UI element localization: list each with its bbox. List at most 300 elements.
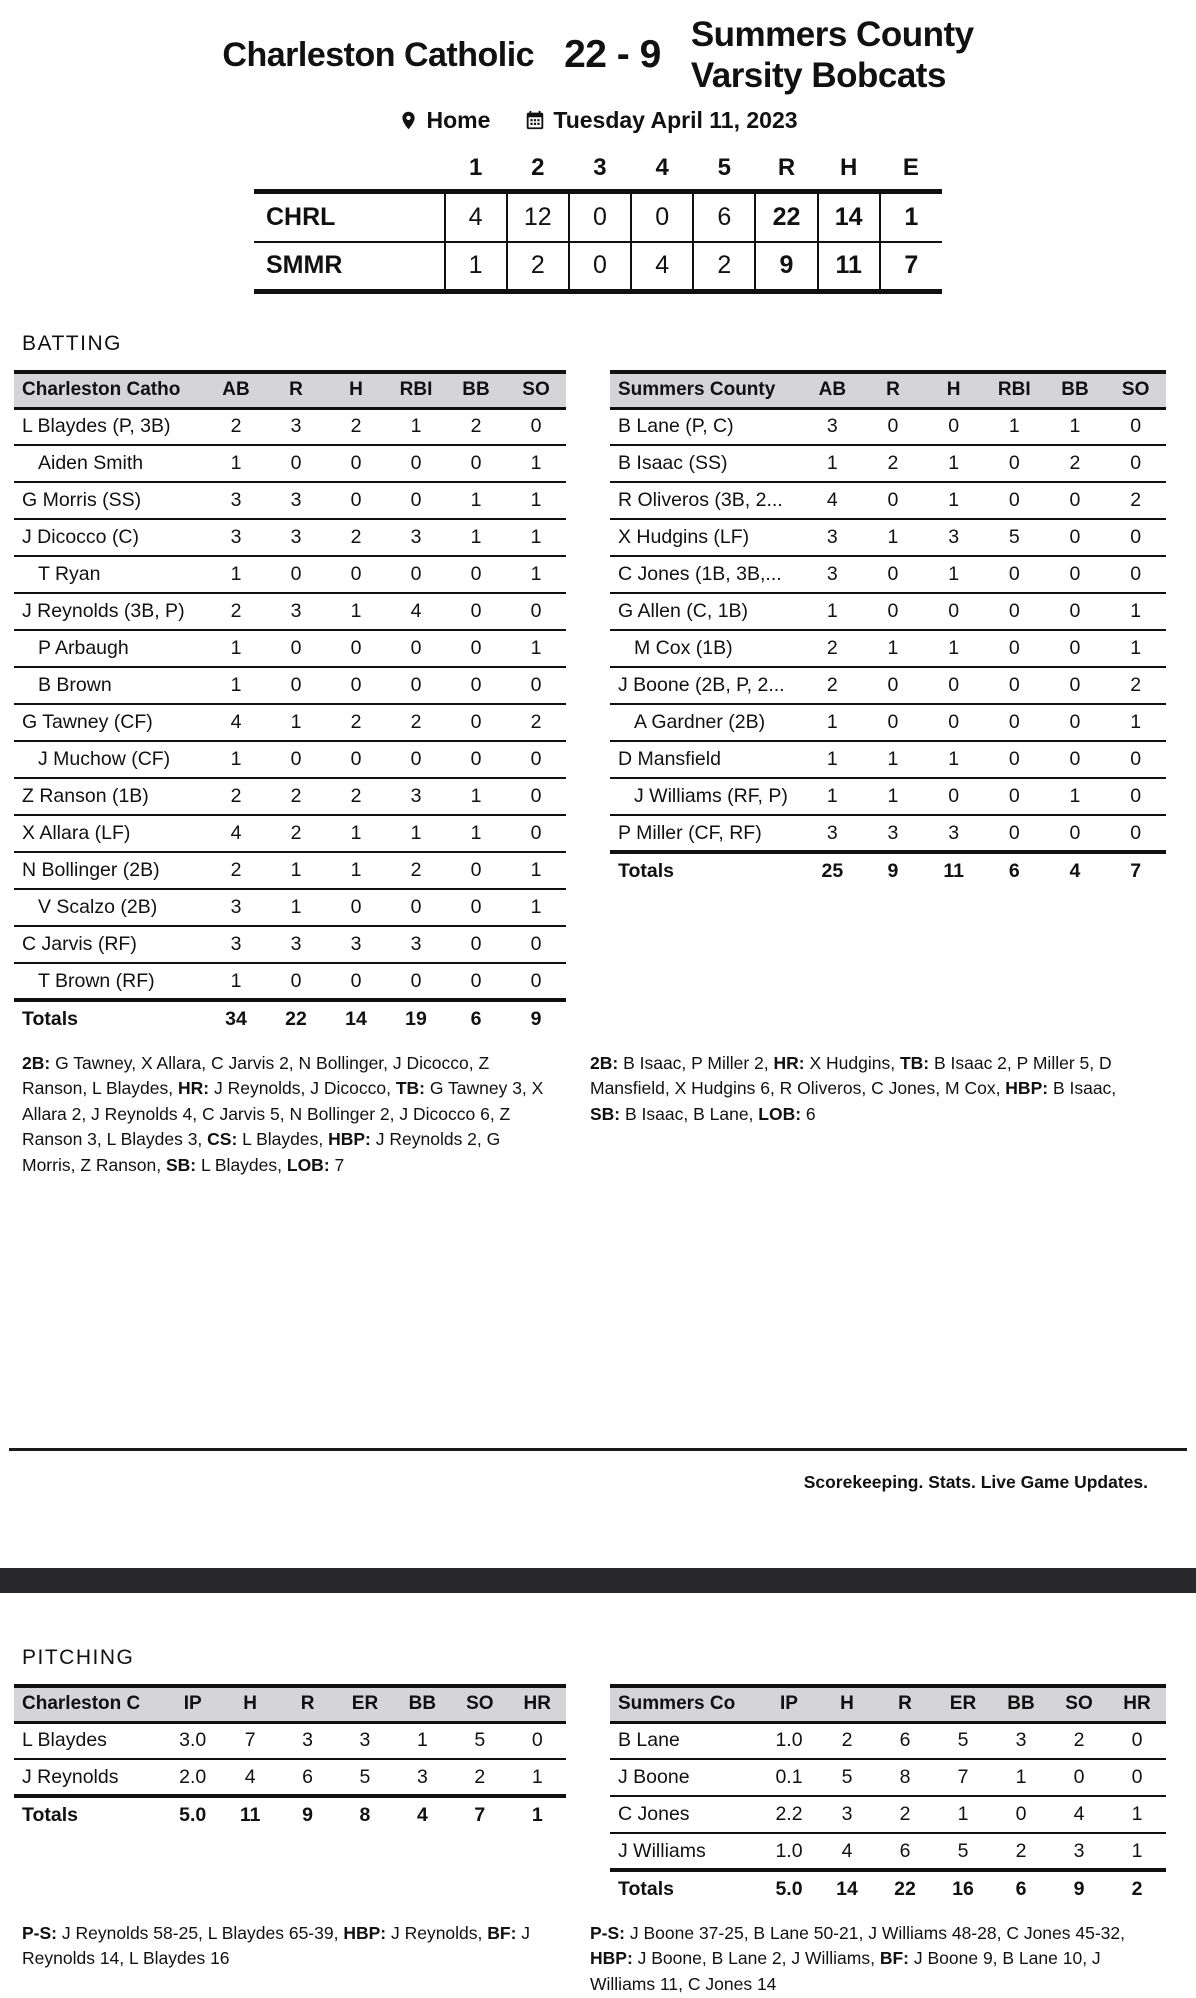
stat-value: 2: [992, 1833, 1050, 1870]
table-row: [610, 1722, 1166, 1759]
stat-value: 1: [984, 408, 1045, 445]
stat-value: 0: [1045, 593, 1106, 630]
stat-value: 0: [386, 482, 446, 519]
stat-value: 3: [394, 1759, 451, 1796]
row-name: B Lane: [610, 1722, 760, 1759]
stat-value: 1: [206, 963, 266, 1000]
stat-value: 0: [984, 667, 1045, 704]
stat-value: 3: [266, 519, 326, 556]
stat-value: 3: [802, 556, 863, 593]
row-name: J Reynolds: [14, 1759, 164, 1796]
stat-note-label: SB:: [590, 1103, 621, 1124]
stat-value: 1: [206, 445, 266, 482]
stat-note-label: P-S:: [590, 1923, 625, 1943]
table-row: [14, 926, 566, 963]
row-name: X Hudgins (LF): [610, 519, 802, 556]
table-row: [610, 593, 1166, 630]
row-name: CHRL: [254, 192, 445, 242]
stat-value: 0: [386, 630, 446, 667]
stat-value: 1: [506, 630, 566, 667]
stat-value: 0: [863, 704, 924, 741]
totals-row: [14, 1000, 566, 1037]
stat-value: 0: [984, 445, 1045, 482]
stat-value: 0: [984, 556, 1045, 593]
table-row: [610, 519, 1166, 556]
away-team-name: Charleston Catholic: [222, 35, 535, 74]
row-name: J Dicocco (C): [14, 519, 206, 556]
location-group: [398, 107, 490, 134]
line-score-table: [254, 148, 942, 295]
stat-value: 11: [923, 852, 984, 889]
stat-value: 4: [386, 593, 446, 630]
stat-value: 6: [279, 1759, 336, 1796]
stat-value: 6: [446, 1000, 506, 1037]
stat-value: 5: [818, 1759, 876, 1796]
stat-value: 0: [923, 667, 984, 704]
stat-value: 2: [876, 1796, 934, 1833]
stat-value: 0: [266, 741, 326, 778]
totals-row: [610, 852, 1166, 889]
stat-value: 1: [506, 852, 566, 889]
location-label: Home: [426, 106, 491, 133]
stat-value: 1: [386, 408, 446, 445]
final-score: 22 - 9: [564, 33, 661, 77]
stat-value: 0: [506, 926, 566, 963]
stat-value: 3: [266, 482, 326, 519]
stat-value: 0.1: [760, 1759, 818, 1796]
away-pitching-totals: [14, 1796, 566, 1833]
stat-value: 0: [506, 741, 566, 778]
column-header: RBI: [984, 372, 1045, 408]
stat-value: 1: [206, 667, 266, 704]
stat-value: 0: [631, 192, 693, 242]
row-name: X Allara (LF): [14, 815, 206, 852]
stat-value: 1: [506, 556, 566, 593]
stat-value: 0: [1108, 1722, 1166, 1759]
row-name: C Jones: [610, 1796, 760, 1833]
stat-value: 0: [984, 593, 1045, 630]
stat-value: 4: [818, 1833, 876, 1870]
stat-value: 3: [802, 408, 863, 445]
stat-value: 0: [984, 482, 1045, 519]
line-score-corner-cell: [254, 148, 445, 192]
home-batting-table: [610, 370, 1166, 889]
stat-value: 1: [1045, 408, 1106, 445]
stat-value: 3: [266, 926, 326, 963]
totals-label: Totals: [610, 852, 802, 889]
stat-value: 0: [506, 778, 566, 815]
stat-value: 9: [279, 1796, 336, 1833]
table-row: [610, 741, 1166, 778]
line-score-header: [254, 148, 942, 192]
column-header: 2: [507, 148, 569, 192]
stat-value: 4: [631, 242, 693, 292]
stat-value: 12: [507, 192, 569, 242]
stat-value: 5.0: [760, 1870, 818, 1907]
stat-value: 1: [446, 815, 506, 852]
column-header: BB: [1045, 372, 1106, 408]
table-row: [14, 667, 566, 704]
column-header: H: [818, 1686, 876, 1722]
stat-value: 2: [326, 408, 386, 445]
stat-value: 4: [1045, 852, 1106, 889]
stat-value: 0: [992, 1796, 1050, 1833]
date-label: Tuesday April 11, 2023: [553, 106, 798, 133]
table-row: [14, 963, 566, 1000]
stat-value: 34: [206, 1000, 266, 1037]
away-batting-team-header: Charleston Catho: [14, 372, 206, 408]
stat-value: 3: [206, 519, 266, 556]
pitching-tables-row: [0, 1684, 1196, 1907]
column-header: R: [266, 372, 326, 408]
pitching-notes-row: [0, 1921, 1196, 1997]
calendar-icon: [524, 109, 546, 131]
row-name: V Scalzo (2B): [14, 889, 206, 926]
stat-value: 1: [923, 556, 984, 593]
table-row: [14, 482, 566, 519]
table-row: [14, 630, 566, 667]
column-header: SO: [451, 1686, 508, 1722]
home-batting-notes: 2B: B Isaac, P Miller 2, HR: X Hudgins, TB: B Isaac 2, P Miller 5, D Mansfield, X Hudgins 6, R Oliveros, C Jones, M Cox, HBP: B Isaac, SB: B Isaac, B Lane, LOB: 6: [590, 1053, 1117, 1124]
column-header: IP: [164, 1686, 221, 1722]
stat-value: 0: [386, 889, 446, 926]
home-pitching-table: [610, 1684, 1166, 1907]
stat-value: 2: [818, 1722, 876, 1759]
stat-value: 0: [923, 704, 984, 741]
stat-value: 1: [206, 556, 266, 593]
table-row: [14, 519, 566, 556]
stat-value: 1: [386, 815, 446, 852]
table-row: [610, 1759, 1166, 1796]
stat-value: 1: [446, 778, 506, 815]
stat-value: 4: [206, 815, 266, 852]
column-header: H: [326, 372, 386, 408]
stat-value: 1: [802, 704, 863, 741]
stat-value: 0: [446, 445, 506, 482]
totals-row: [14, 1796, 566, 1833]
row-name: J Williams: [610, 1833, 760, 1870]
column-header: H: [923, 372, 984, 408]
stat-note-label: TB:: [899, 1053, 930, 1074]
stat-value: 3: [266, 593, 326, 630]
stat-value: 3: [923, 519, 984, 556]
stat-value: 22: [266, 1000, 326, 1037]
stat-value: 0: [509, 1722, 566, 1759]
stat-value: 2: [1050, 1722, 1108, 1759]
table-row: [14, 815, 566, 852]
location-pin-icon: [398, 110, 419, 131]
away-pitching-header-row: [14, 1686, 566, 1722]
row-name: B Isaac (SS): [610, 445, 802, 482]
line-score-section: [0, 148, 1196, 295]
stat-value: 0: [506, 815, 566, 852]
stat-value: 0: [863, 408, 924, 445]
table-row: [14, 593, 566, 630]
home-team-name: [691, 14, 974, 97]
stat-value: 0: [1045, 741, 1106, 778]
row-name: B Brown: [14, 667, 206, 704]
stat-value: 0: [446, 963, 506, 1000]
stat-value: 0: [386, 741, 446, 778]
batting-tables-row: [0, 370, 1196, 1037]
home-team-name-line2: Varsity Bobcats: [690, 56, 946, 96]
stat-value: 1.0: [760, 1833, 818, 1870]
table-row: [14, 408, 566, 445]
stat-value: 1: [802, 741, 863, 778]
home-pitching-notes: P-S: J Boone 37-25, B Lane 50-21, J Williams 48-28, C Jones 45-32, HBP: J Boone, B Lane 2, J Williams, BF: J Boone 9, B Lane 10, J Williams 11, C Jones 14: [590, 1923, 1125, 1994]
stat-value: 22: [755, 192, 817, 242]
home-pitching-header-row: [610, 1686, 1166, 1722]
home-batting-totals: [610, 852, 1166, 889]
stat-value: 0: [1105, 741, 1166, 778]
stat-value: 1: [1108, 1796, 1166, 1833]
stat-value: 1: [506, 519, 566, 556]
stat-value: 6: [876, 1833, 934, 1870]
column-header: AB: [206, 372, 266, 408]
column-header: R: [863, 372, 924, 408]
home-pitching-body: [610, 1722, 1166, 1870]
stat-value: 2: [1045, 445, 1106, 482]
dark-band: [0, 1568, 1196, 1593]
stat-value: 4: [394, 1796, 451, 1833]
column-header: IP: [760, 1686, 818, 1722]
stat-value: 2: [1105, 667, 1166, 704]
stat-value: 9: [1050, 1870, 1108, 1907]
stat-value: 25: [802, 852, 863, 889]
stat-value: 4: [1050, 1796, 1108, 1833]
stat-value: 0: [326, 482, 386, 519]
stat-value: 0: [446, 889, 506, 926]
stat-value: 9: [506, 1000, 566, 1037]
row-name: D Mansfield: [610, 741, 802, 778]
stat-value: 14: [326, 1000, 386, 1037]
stat-note-label: HBP:: [590, 1948, 633, 1969]
stat-value: 0: [1105, 778, 1166, 815]
stat-value: 3: [206, 889, 266, 926]
column-header: BB: [394, 1686, 451, 1722]
stat-note-label: LOB:: [758, 1103, 802, 1124]
stat-value: 0: [326, 556, 386, 593]
stat-note-label: HBP:: [328, 1129, 371, 1150]
table-row: [610, 482, 1166, 519]
stat-value: 19: [386, 1000, 446, 1037]
stat-value: 1: [923, 445, 984, 482]
table-row: [14, 741, 566, 778]
stat-value: 3: [802, 519, 863, 556]
stat-value: 0: [1105, 408, 1166, 445]
stat-value: 5.0: [164, 1796, 221, 1833]
stat-value: 0: [266, 630, 326, 667]
stat-value: 0: [1105, 556, 1166, 593]
away-batting-notes: 2B: G Tawney, X Allara, C Jarvis 2, N Bollinger, J Dicocco, Z Ranson, L Blaydes, HR: J Reynolds, J Dicocco, TB: G Tawney 3, X Allara 2, J Reynolds 4, C Jarvis 5, N Bollinger 2, J Dicocco 6, Z Ranson 3, L Blaydes 3, CS: L Blaydes, HBP: J Reynolds 2, G Morris, Z Ranson, SB: L Blaydes, LOB: 7: [22, 1053, 544, 1175]
stat-value: 1: [923, 741, 984, 778]
stat-value: 0: [1108, 1759, 1166, 1796]
table-row: [610, 1796, 1166, 1833]
app-tagline: Scorekeeping. Stats. Live Game Updates.: [803, 1472, 1148, 1492]
stat-value: 0: [446, 704, 506, 741]
stat-value: 0: [1050, 1759, 1108, 1796]
stat-note-label: HBP:: [343, 1923, 387, 1943]
pitching-section: [0, 1608, 1196, 1997]
row-name: C Jarvis (RF): [14, 926, 206, 963]
stat-value: 0: [446, 593, 506, 630]
stat-value: 16: [934, 1870, 992, 1907]
row-name: G Tawney (CF): [14, 704, 206, 741]
home-pitching-team-header: Summers Co: [610, 1686, 760, 1722]
row-name: B Lane (P, C): [610, 408, 802, 445]
date-group: [524, 107, 797, 134]
stat-value: 0: [506, 963, 566, 1000]
stat-value: 1: [1108, 1833, 1166, 1870]
column-header: BB: [446, 372, 506, 408]
table-row: [610, 630, 1166, 667]
row-name: T Ryan: [14, 556, 206, 593]
stat-value: 1: [266, 852, 326, 889]
stat-note-label: HR:: [177, 1078, 210, 1099]
batting-section-title: BATTING: [22, 332, 122, 356]
column-header: H: [818, 148, 880, 192]
stat-value: 0: [326, 667, 386, 704]
stat-value: 2: [206, 852, 266, 889]
stat-value: 0: [386, 556, 446, 593]
row-name: J Boone: [610, 1759, 760, 1796]
stat-value: 1: [802, 778, 863, 815]
stat-note-label: SB:: [165, 1154, 197, 1175]
stat-value: 0: [326, 963, 386, 1000]
column-header: R: [755, 148, 817, 192]
column-header: HR: [509, 1686, 566, 1722]
stat-value: 1: [266, 889, 326, 926]
stat-value: 3: [1050, 1833, 1108, 1870]
column-header: ER: [336, 1686, 393, 1722]
stat-value: 2: [326, 704, 386, 741]
stat-value: 0: [1105, 519, 1166, 556]
row-name: R Oliveros (3B, 2...: [610, 482, 802, 519]
stat-value: 0: [984, 704, 1045, 741]
column-header: 3: [569, 148, 631, 192]
stat-value: 0: [984, 778, 1045, 815]
row-name: G Allen (C, 1B): [610, 593, 802, 630]
stat-value: 0: [266, 445, 326, 482]
stat-value: 1: [506, 889, 566, 926]
stat-value: 1: [1105, 630, 1166, 667]
stat-value: 0: [569, 192, 631, 242]
stat-value: 0: [326, 445, 386, 482]
stat-value: 2: [206, 778, 266, 815]
stat-note-label: 2B:: [590, 1053, 619, 1074]
stat-value: 0: [386, 963, 446, 1000]
away-batting-totals: [14, 1000, 566, 1037]
stat-value: 1: [326, 593, 386, 630]
stat-value: 0: [863, 667, 924, 704]
stat-value: 1: [863, 741, 924, 778]
table-row: [610, 408, 1166, 445]
stat-value: 0: [1045, 482, 1106, 519]
stat-value: 1: [446, 519, 506, 556]
stat-value: 2: [326, 778, 386, 815]
stat-value: 0: [266, 556, 326, 593]
stat-value: 0: [1045, 519, 1106, 556]
stat-value: 3: [386, 519, 446, 556]
stat-value: 1: [206, 741, 266, 778]
stat-value: 0: [506, 667, 566, 704]
stat-value: 1.0: [760, 1722, 818, 1759]
away-batting-table: [14, 370, 566, 1037]
totals-label: Totals: [14, 1796, 164, 1833]
stat-value: 9: [755, 242, 817, 292]
stat-note-label: CS:: [207, 1129, 238, 1150]
row-name: N Bollinger (2B): [14, 852, 206, 889]
row-name: C Jones (1B, 3B,...: [610, 556, 802, 593]
stat-value: 0: [266, 667, 326, 704]
stat-value: 1: [923, 482, 984, 519]
totals-row: [610, 1870, 1166, 1907]
stat-value: 1: [863, 630, 924, 667]
stat-value: 0: [506, 593, 566, 630]
table-row: [14, 1722, 566, 1759]
stat-value: 0: [326, 630, 386, 667]
stat-value: 1: [863, 519, 924, 556]
away-batting-body: [14, 408, 566, 1000]
stat-value: 0: [386, 667, 446, 704]
stat-value: 3: [326, 926, 386, 963]
row-name: J Williams (RF, P): [610, 778, 802, 815]
column-header: SO: [1105, 372, 1166, 408]
away-pitching-notes: P-S: J Reynolds 58-25, L Blaydes 65-39, HBP: J Reynolds, BF: J Reynolds 14, L Blaydes 16: [22, 1923, 531, 1969]
stat-value: 3: [336, 1722, 393, 1759]
stat-value: 4: [206, 704, 266, 741]
table-row: [610, 1833, 1166, 1870]
stat-value: 1: [863, 778, 924, 815]
stat-value: 1: [266, 704, 326, 741]
stat-value: 1: [992, 1759, 1050, 1796]
stat-value: 2: [863, 445, 924, 482]
stat-value: 0: [863, 556, 924, 593]
stat-value: 2: [451, 1759, 508, 1796]
stat-value: 1: [326, 815, 386, 852]
stat-value: 2: [1108, 1870, 1166, 1907]
stat-value: 6: [984, 852, 1045, 889]
stat-note-label: HR:: [773, 1053, 805, 1074]
stat-value: 1: [802, 445, 863, 482]
home-team-name-line1: Summers County: [690, 15, 974, 54]
stat-value: 1: [326, 852, 386, 889]
table-row: [610, 815, 1166, 852]
stat-value: 1: [206, 630, 266, 667]
table-row: [610, 445, 1166, 482]
stat-value: 3: [923, 815, 984, 852]
table-row: [14, 556, 566, 593]
stat-value: 5: [984, 519, 1045, 556]
stat-value: 0: [569, 242, 631, 292]
stat-value: 5: [451, 1722, 508, 1759]
column-header: H: [221, 1686, 278, 1722]
stat-value: 4: [802, 482, 863, 519]
stat-value: 1: [934, 1796, 992, 1833]
stat-note-label: TB:: [395, 1078, 425, 1099]
stat-value: 2.0: [164, 1759, 221, 1796]
game-meta: [0, 107, 1196, 134]
row-name: L Blaydes (P, 3B): [14, 408, 206, 445]
away-pitching-body: [14, 1722, 566, 1796]
stat-value: 14: [818, 1870, 876, 1907]
column-header: BB: [992, 1686, 1050, 1722]
home-batting-body: [610, 408, 1166, 852]
stat-note-label: LOB:: [286, 1154, 330, 1175]
stat-value: 1: [923, 630, 984, 667]
stat-value: 2: [206, 408, 266, 445]
stat-value: 0: [923, 593, 984, 630]
